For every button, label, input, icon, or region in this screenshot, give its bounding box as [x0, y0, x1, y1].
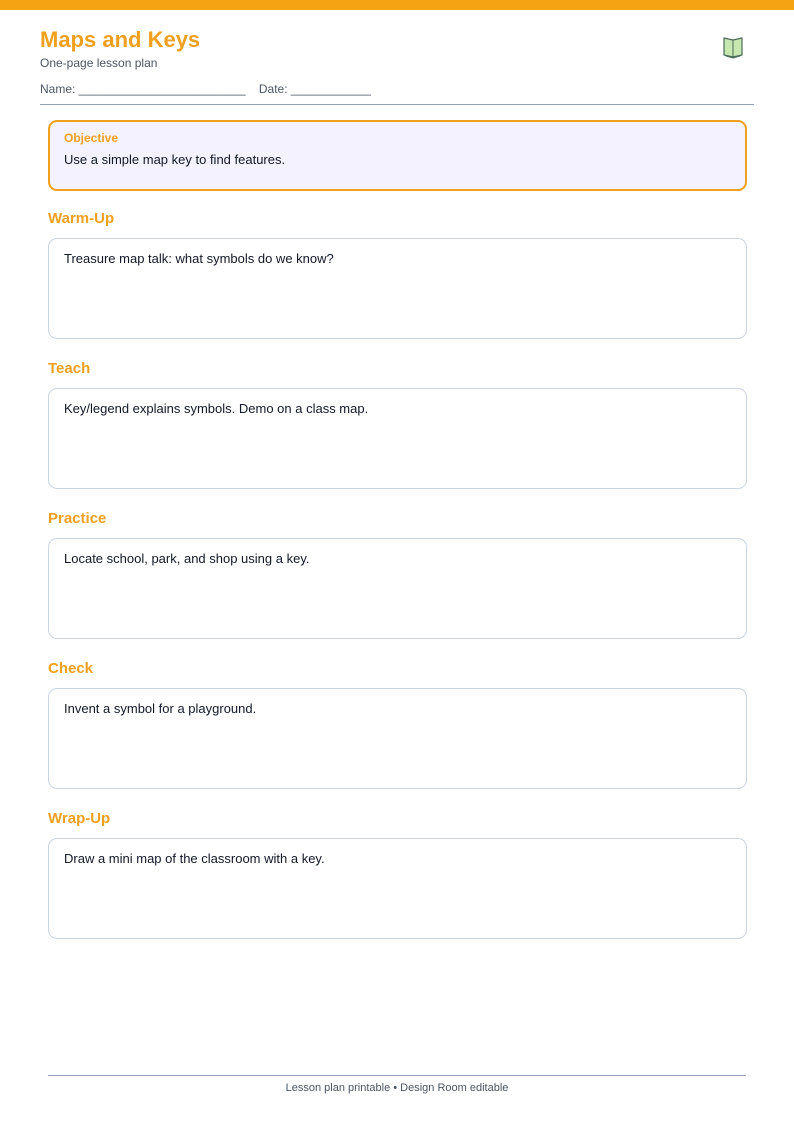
- objective-box: [48, 120, 747, 191]
- page-title: Maps and Keys: [40, 27, 201, 52]
- section-box-teach[interactable]: [48, 388, 747, 489]
- header-divider: [40, 104, 754, 105]
- section-box-check[interactable]: [48, 688, 747, 789]
- page-subtitle: One-page lesson plan: [40, 56, 158, 70]
- map-book-icon: [722, 35, 744, 59]
- footer-divider: [48, 1075, 746, 1076]
- objective-text: Use a simple map key to find features.: [64, 152, 286, 167]
- section-heading-check: Check: [48, 660, 94, 677]
- section-text-check: Invent a symbol for a playground.: [64, 701, 257, 716]
- top-accent-bar: [0, 0, 794, 10]
- section-box-practice[interactable]: [48, 538, 747, 639]
- section-text-practice: Locate school, park, and shop using a key.: [64, 551, 310, 566]
- section-heading-warm-up: Warm-Up: [48, 210, 115, 227]
- section-heading-wrap-up: Wrap-Up: [48, 810, 111, 827]
- section-text-wrap-up: Draw a mini map of the classroom with a key.: [64, 851, 325, 866]
- section-text-warm-up: Treasure map talk: what symbols do we know?: [64, 251, 334, 266]
- section-text-teach: Key/legend explains symbols. Demo on a class map.: [64, 401, 369, 416]
- footer-text: Lesson plan printable • Design Room editable: [285, 1082, 509, 1094]
- objective-label: Objective: [64, 131, 119, 145]
- section-box-warm-up[interactable]: [48, 238, 747, 339]
- section-heading-practice: Practice: [48, 510, 107, 527]
- section-heading-teach: Teach: [48, 360, 91, 377]
- section-box-wrap-up[interactable]: [48, 838, 747, 939]
- name-date-line: Name: _________________________ Date: ____________: [40, 82, 371, 96]
